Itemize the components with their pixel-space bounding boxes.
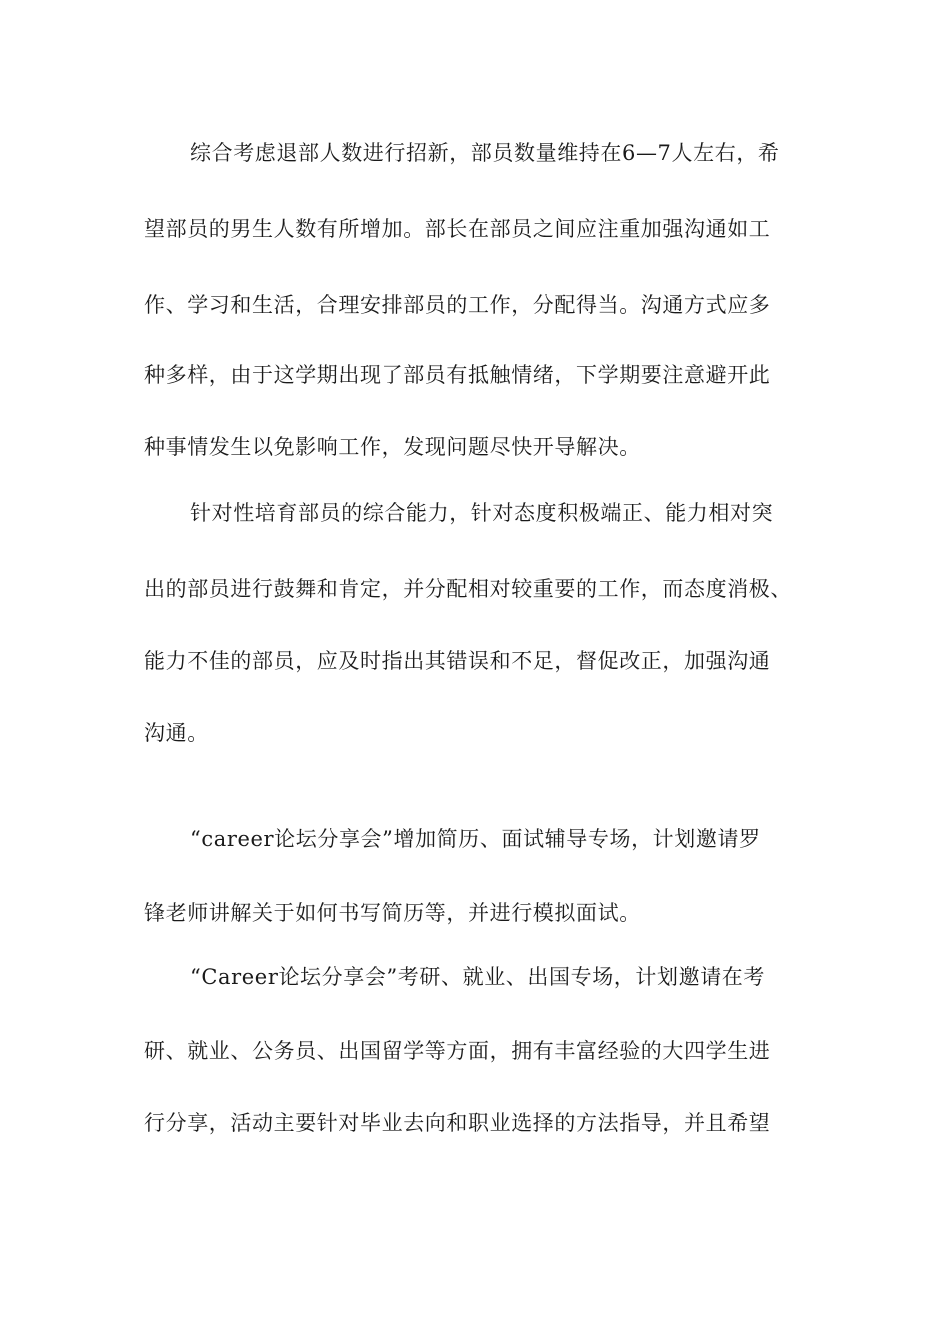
text-line: 研、就业、公务员、出国留学等方面，拥有丰富经验的大四学生进 [144,1039,771,1063]
text-line: 综合考虑退部人数进行招新，部员数量维持在6—7人左右，希 [190,141,780,165]
text-line: 出的部员进行鼓舞和肯定，并分配相对较重要的工作，而态度消极、 [144,577,792,601]
text-line: “Career论坛分享会”考研、就业、出国专场，计划邀请在考 [190,965,765,989]
text-line: 种多样，由于这学期出现了部员有抵触情绪，下学期要注意避开此 [144,363,771,387]
text-line: 锋老师讲解关于如何书写简历等，并进行模拟面试。 [144,901,641,925]
text-line: 作、学习和生活，合理安排部员的工作，分配得当。沟通方式应多 [144,293,771,317]
text-line: 针对性培育部员的综合能力，针对态度积极端正、能力相对突 [190,501,774,525]
text-line: 望部员的男生人数有所增加。部长在部员之间应注重加强沟通如工 [144,217,771,241]
text-line: 能力不佳的部员，应及时指出其错误和不足，督促改正，加强沟通 [144,649,771,673]
text-line: 种事情发生以免影响工作，发现问题尽快开导解决。 [144,435,641,459]
text-line: “career论坛分享会”增加简历、面试辅导专场，计划邀请罗 [190,827,761,851]
text-line: 沟通。 [144,721,209,745]
text-line: 行分享，活动主要针对毕业去向和职业选择的方法指导，并且希望 [144,1111,771,1135]
